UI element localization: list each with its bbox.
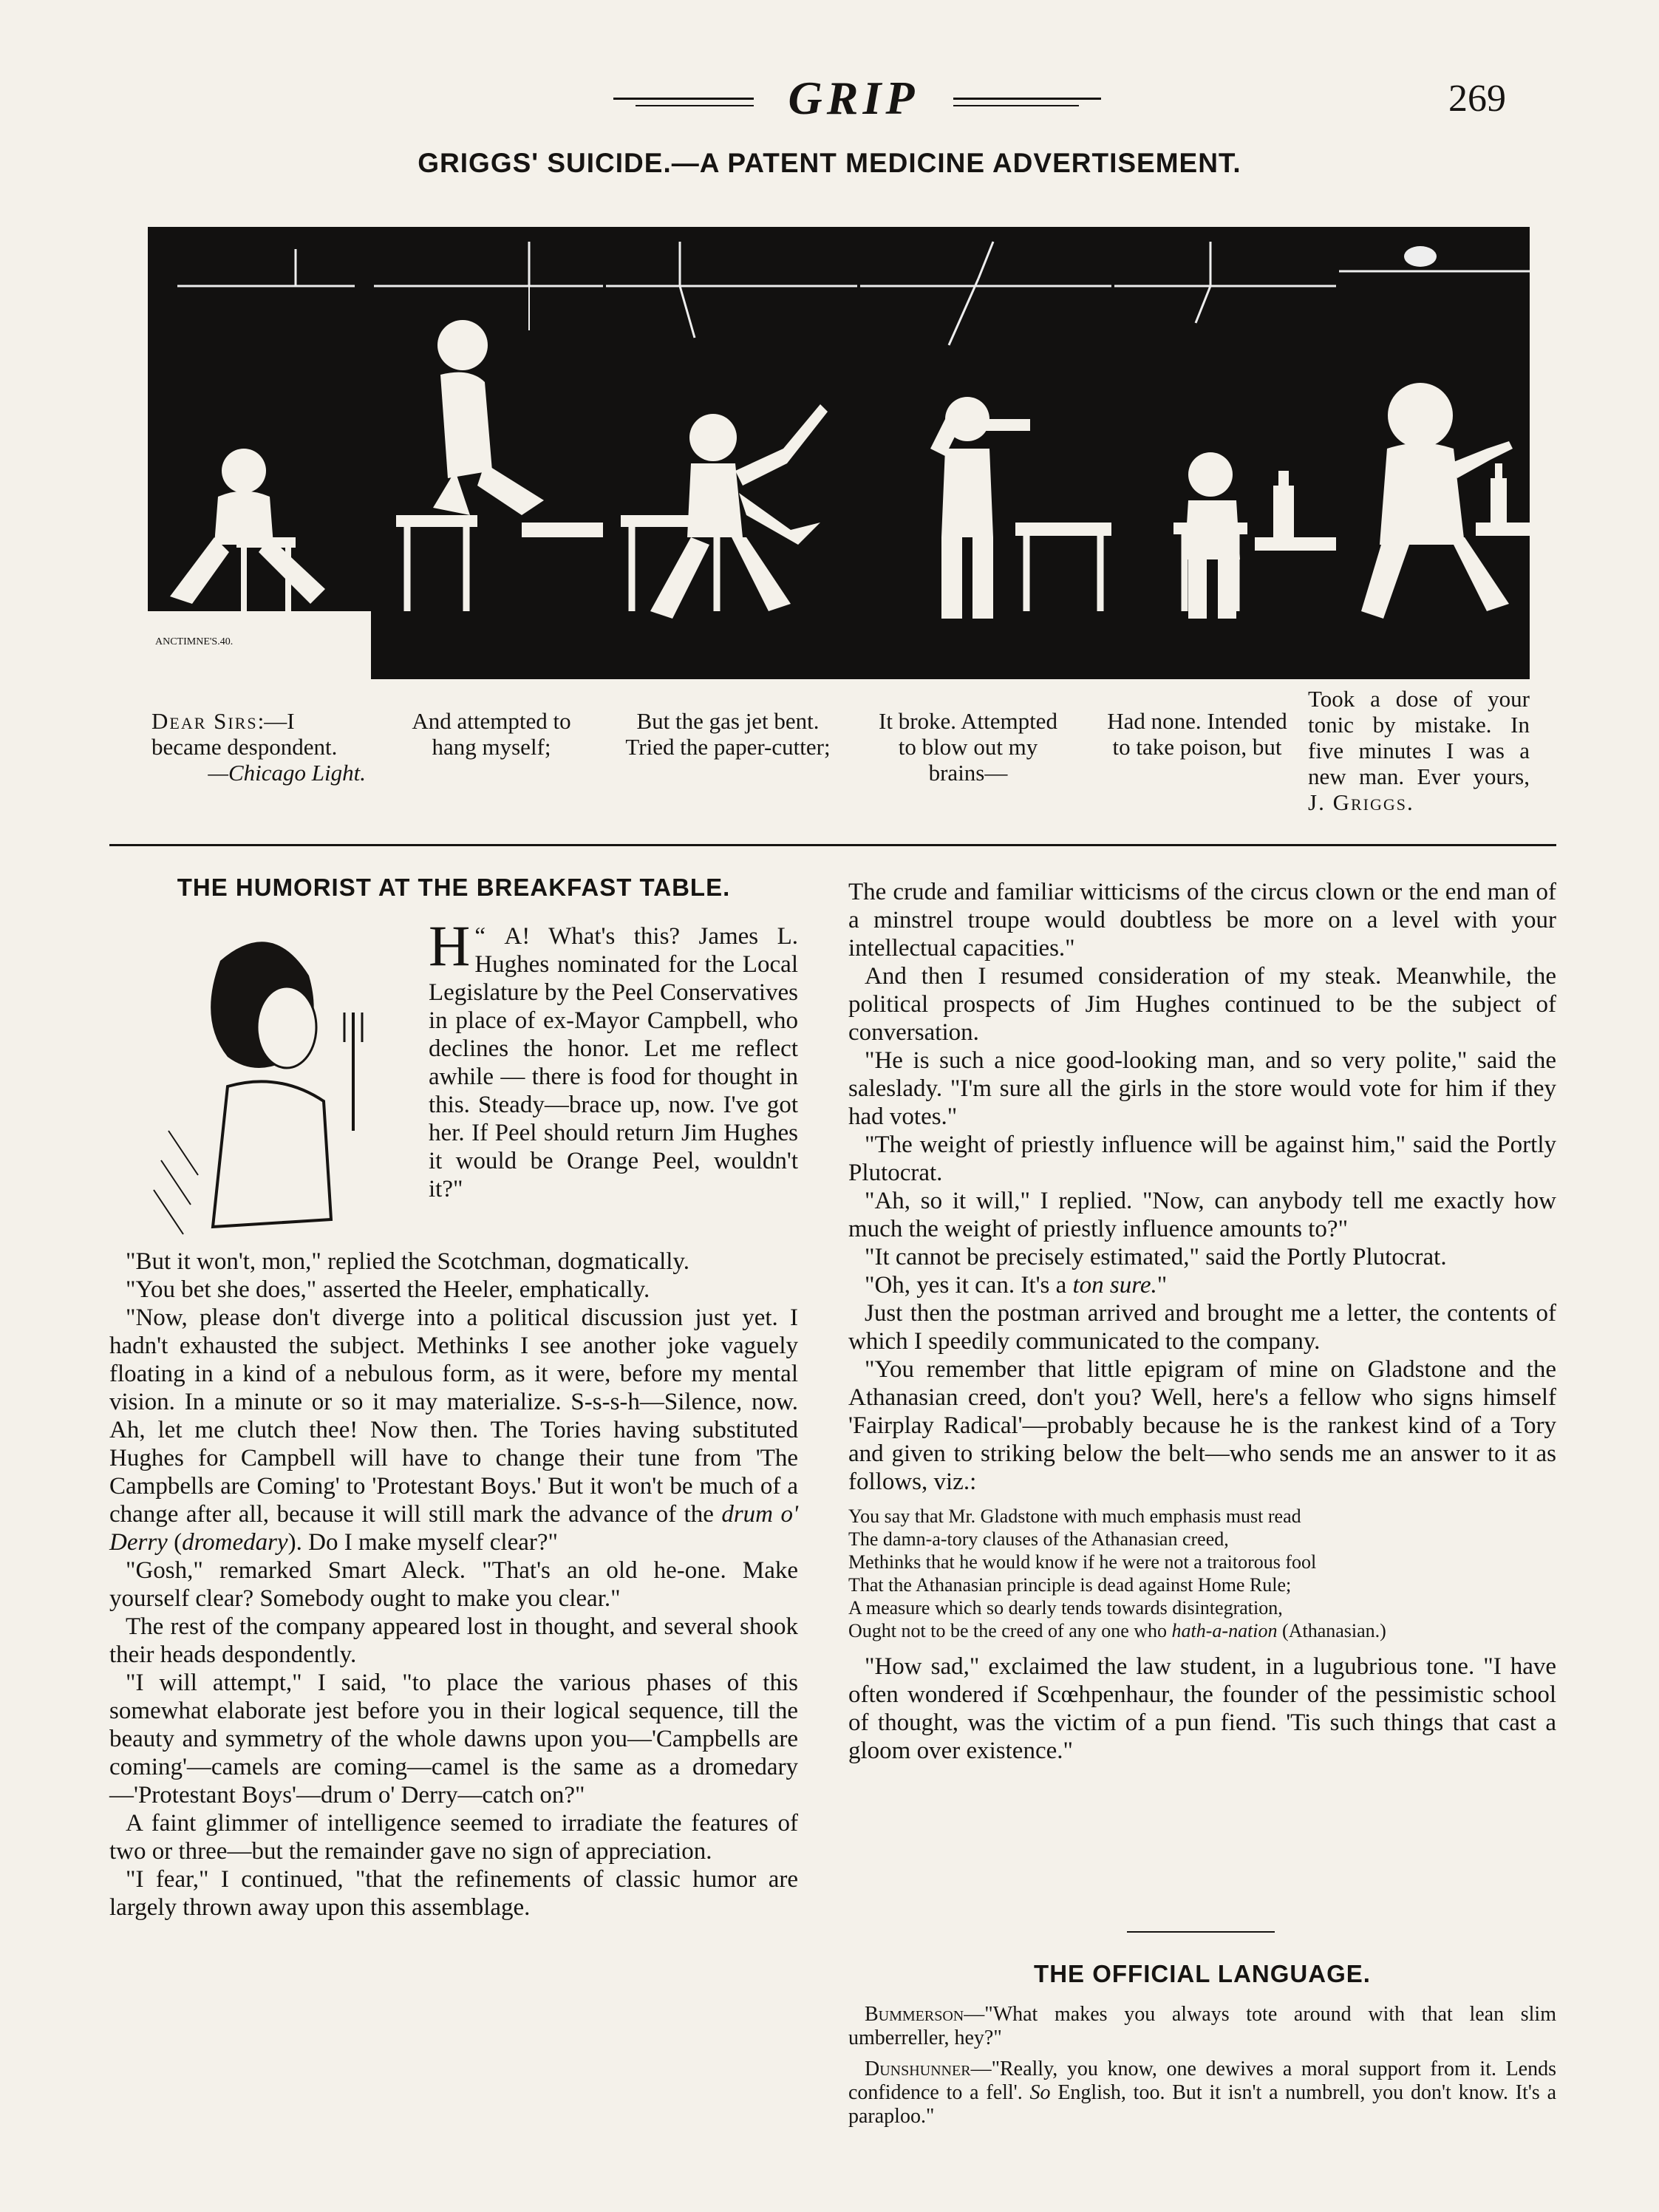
verse-line-2: The damn-a-tory clauses of the Athanasian creed,: [848, 1528, 1229, 1550]
right-column-body: [848, 878, 1556, 1765]
dunshunner-text: —"Really, you know, one dewives a moral support from it. Lends confidence to a fell'.: [848, 2058, 1556, 2104]
official-language-body: [848, 2003, 1556, 2128]
speaker-bummerson: Bummerson: [865, 2003, 964, 2026]
despondent-figure-illustration: [148, 227, 371, 679]
cartoon-strip: [148, 227, 1530, 679]
caption-6-signoff: J. Griggs.: [1308, 789, 1414, 815]
verse-line-3: Methinks that he would know if he were not a traitorous fool: [848, 1551, 1317, 1573]
drop-cap: H: [429, 913, 471, 978]
italic-dromedary: dromedary: [182, 1529, 288, 1556]
official-language-title: THE OFFICIAL LANGUAGE.: [1034, 1960, 1371, 1987]
article-separator: [1127, 1931, 1275, 1933]
masthead-rule-right: [953, 98, 1101, 100]
paragraph-saleslady: "He is such a nice good-looking man, and so very polite," said the saleslady. "I'm sure all the girls in the store would vote for him if they had votes.": [848, 1047, 1556, 1130]
speaker-dunshunner: Dunshunner: [865, 2058, 971, 2080]
ton-suffix: ": [1156, 1272, 1168, 1299]
humorist-portrait-illustration: [109, 909, 420, 1293]
article-title: THE HUMORIST AT THE BREAKFAST TABLE.: [177, 874, 731, 901]
verse-line-5: A measure which so dearly tends towards disintegration,: [848, 1597, 1283, 1619]
verse-line-6-pre: Ought not to be the creed of any one who: [848, 1620, 1168, 1641]
verse-line-6-italic: hath-a-nation: [1171, 1620, 1278, 1641]
cartoon-panel-3: [606, 227, 857, 679]
masthead-rule-left-2: [636, 105, 754, 106]
ton-prefix: "Oh, yes it can. It's a: [865, 1272, 1067, 1299]
caption-1-text: :—I became despondent.: [151, 708, 338, 760]
caption-1-source: —Chicago Light.: [208, 760, 366, 786]
paragraph-diverge-tail: Do I make myself clear?": [308, 1529, 558, 1556]
paragraph-attempt: "I will attempt," I said, "to place the various phases of this somewhat elaborate jest before you in their logical sequence, till the beauty and symmetry of the whole dawns upon you—'Campbells are coming'—camels are coming—camel is the same as a dromedary—'Protestant Boys'—drum o' Derry—catch on?": [109, 1670, 798, 1808]
page-number: 269: [1448, 78, 1506, 120]
caption-1-lead: Dear Sirs: [151, 708, 258, 734]
artist-signature: ANCTIMNE'S.40.: [155, 636, 234, 647]
bent-gas-jet-illustration: [606, 227, 857, 679]
paragraph-circus: The crude and familiar witticisms of the circus clown or the end man of a minstrel troupe would doubtless be more on a level with your intellectual capacities.": [848, 879, 1556, 962]
italic-drum: drum o' Derry: [109, 1501, 799, 1556]
article-opening: “ H A! What's this? James L. Hughes nominated for the Local Legislature by the Peel Conservatives in place of ex-Mayor Campbell, who declines the honor. Let me reflect awhile — there is food for thought in this. Steady—brace up, now. I've got her. If Peel should return Jim Hughes it would be Orange Peel, wouldn't it?": [429, 913, 798, 1202]
verse-block: [848, 1505, 1556, 1642]
dunshunner-line: [848, 2058, 1556, 2128]
paragraph-diverge: "Now, please don't diverge into a political discussion just yet. I hadn't exhausted the subject. Methinks I see another joke vaguely floating in a kind of a nebulous form, as it were, before my mental vision. In a minute or so it may materialize. S-s-s-h—Silence, now. Ah, let me clutch thee! Now then. The Tories having substituted Hughes for Campbell will have to change their tune from 'The Campbells are Coming' to 'Protestant Boys.' But it won't be much of a change after all, because it will still mark the advance of the drum o' Derry (dromedary). Do I make myself clear?": [109, 1304, 799, 1556]
pistol-figure-illustration: [860, 227, 1111, 679]
caption-3: But the gas jet bent. Tried the paper-cutter;: [625, 708, 831, 760]
left-column-body: [109, 1248, 798, 1922]
caption-1: [151, 708, 366, 786]
paragraph-company: The rest of the company appeared lost in thought, and several shook their heads despondently.: [109, 1613, 798, 1668]
cartoon-panel-6: [1339, 227, 1530, 679]
hanging-figure-illustration: [374, 227, 603, 679]
paragraph-steak: And then I resumed consideration of my steak. Meanwhile, the political prospects of Jim Hughes continued to be the subject of conversation.: [848, 963, 1556, 1046]
paragraph-plutocrat: "The weight of priestly influence will be against him," said the Portly Plutocrat.: [848, 1131, 1556, 1186]
paragraph-heeler: "You bet she does," asserted the Heeler, emphatically.: [126, 1276, 650, 1303]
verse-line-6: [848, 1619, 1556, 1642]
cartoon-title: GRIGGS' SUICIDE.—A PATENT MEDICINE ADVERTISEMENT.: [418, 148, 1241, 178]
verse-line-4: That the Athanasian principle is dead against Home Rule;: [848, 1574, 1292, 1596]
dunshunner-tail: English, too. But it isn't a numbrell, you don't know. It's a paraploo.": [848, 2081, 1557, 2128]
caption-6-text: Took a dose of your tonic by mistake. In five minutes I was a new man. Ever yours,: [1308, 686, 1530, 789]
bummerson-line: [848, 2003, 1556, 2050]
paragraph-ton-sure: [848, 1271, 1556, 1299]
paragraph-fear: "I fear," I continued, "that the refinements of classic humor are largely thrown away upon this assemblage.: [109, 1866, 798, 1921]
paragraph-how-sad: "How sad," exclaimed the law student, in a lugubrious tone. "I have often wondered if Scœhpenhaur, the founder of the pessimistic school of thought, was the victim of a pun fiend. 'Tis such things that cast a gloom over existence.": [848, 1653, 1556, 1764]
verse-line-1: You say that Mr. Gladstone with much emphasis must read: [848, 1505, 1301, 1527]
paragraph-epigram: "You remember that little epigram of mine on Gladstone and the Athanasian creed, don't you? Well, here's a fellow who signs himself 'Fairplay Radical'—probably because he is the rankest kind of a Tory and given to striking below the belt—who sends me an answer to it as follows, viz.:: [848, 1356, 1556, 1495]
paragraph-diverge-text: "Now, please don't diverge into a political discussion just yet. I hadn't exhausted the subject. Methinks I see another joke vaguely floating in a kind of a nebulous form, as it were, before my mental vision. In a minute or so it may materialize. S-s-s-h—Silence, now. Ah, let me clutch thee! Now then. The Tories having substituted Hughes for Campbell will have to change their tune from 'The Campbells are Coming' to 'Protestant Boys.' But it won't be much of a change after all, because it will still mark the advance of the: [109, 1304, 798, 1528]
masthead: [613, 72, 1101, 124]
paragraph-gosh: "Gosh," remarked Smart Aleck. "That's an old he-one. Make yourself clear? Somebody ought to make you clear.": [109, 1557, 798, 1612]
paragraph-estimated: "It cannot be precisely estimated," said the Portly Plutocrat.: [865, 1244, 1447, 1270]
opening-paragraph: A! What's this? James L. Hughes nominated for the Local Legislature by the Peel Conservatives in place of ex-Mayor Campbell, who declines the honor. Let me reflect awhile — there is food for thought in this. Steady—brace up, now. I've got her. If Peel should return Jim Hughes it would be Orange Peel, wouldn't it?": [429, 923, 798, 1202]
masthead-rule-right-2: [953, 105, 1079, 106]
paragraph-glimmer: A faint glimmer of intelligence seemed to irradiate the features of two or three—but the remainder gave no sign of appreciation.: [109, 1810, 798, 1865]
cartoon-panel-1: [148, 227, 371, 679]
italic-so: So: [1029, 2081, 1051, 2104]
bummerson-text: —"What makes you always tote around with that lean slim umberreller, hey?": [848, 2003, 1556, 2049]
caption-4: It broke. Attempted to blow out my brains—: [879, 708, 1057, 786]
paragraph-postman: Just then the postman arrived and brought me a letter, the contents of which I speedily communicated to the company.: [848, 1300, 1556, 1355]
caption-5: Had none. Intended to take poison, but: [1107, 708, 1287, 760]
new-man-illustration: [1339, 227, 1530, 679]
cartoon-panel-4: [860, 227, 1111, 679]
paragraph-scotchman: "But it won't, mon," replied the Scotchman, dogmatically.: [126, 1248, 690, 1275]
caption-6: [1308, 686, 1530, 815]
poison-bottle-illustration: [1114, 227, 1336, 679]
italic-ton-sure: ton sure.: [1072, 1272, 1157, 1299]
cartoon-panel-2: [374, 227, 603, 679]
cartoon-panel-5: [1114, 227, 1336, 679]
masthead-rule-left: [613, 98, 754, 100]
masthead-title: GRIP: [788, 72, 919, 124]
verse-line-6-post: (Athanasian.): [1282, 1620, 1386, 1641]
section-divider: [109, 844, 1556, 846]
caption-2: And attempted to hang myself;: [412, 708, 571, 760]
paragraph-replied: "Ah, so it will," I replied. "Now, can anybody tell me exactly how much the weight of priestly influence amounts to?": [848, 1188, 1556, 1242]
